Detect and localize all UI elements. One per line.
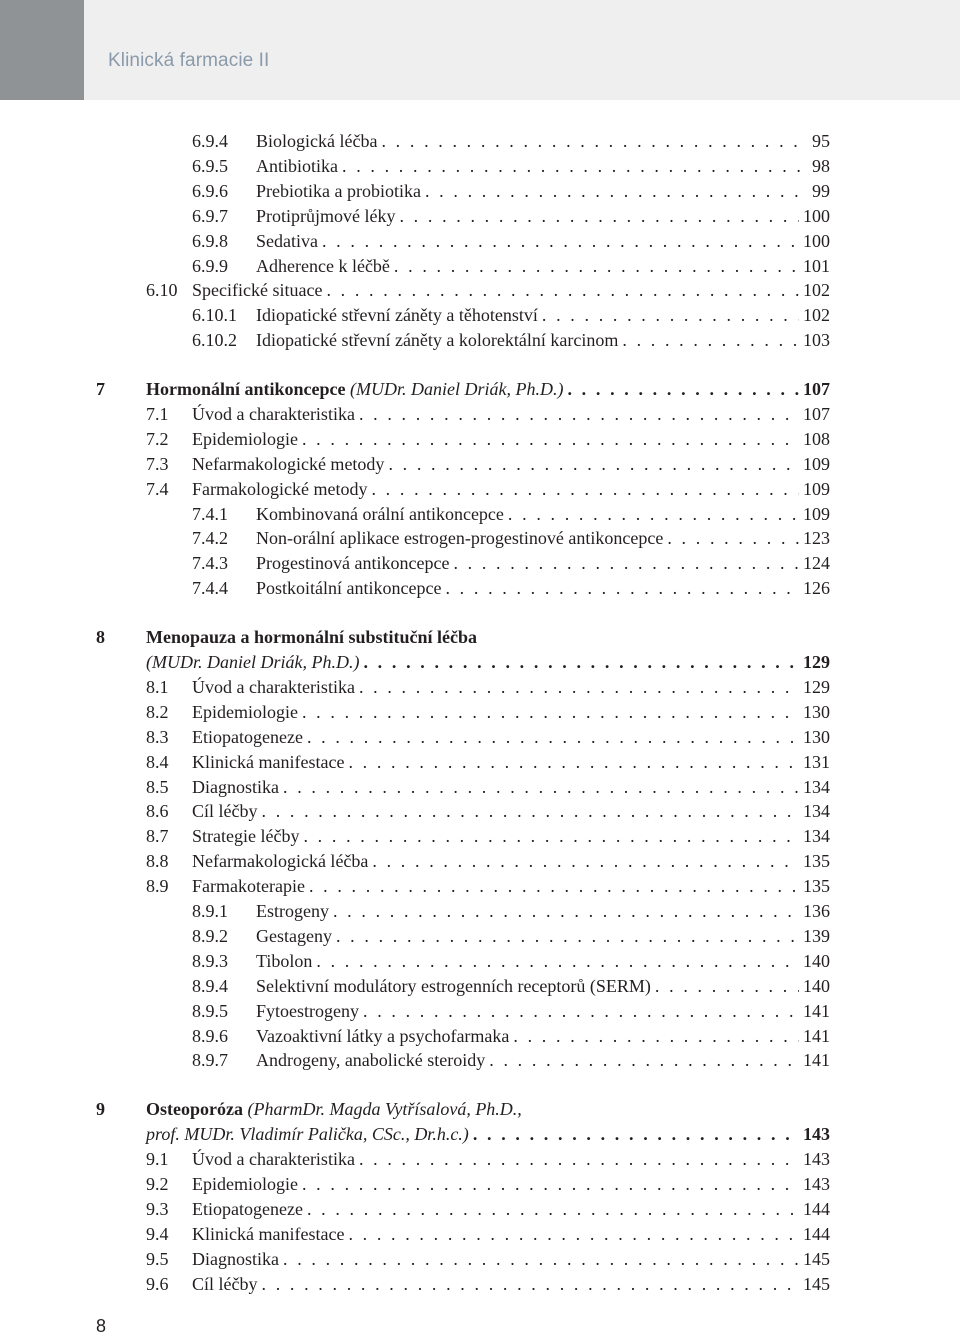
toc-title-text: Úvod a charakteristika [192,1149,355,1169]
toc-entry [146,798,830,824]
toc-page-number: 130 [803,702,830,722]
dot-leader [262,1271,800,1297]
dot-leader [302,426,799,452]
toc-title [192,724,303,750]
toc-number: 6.9.5 [192,156,228,176]
toc-chapter-row [146,649,830,675]
toc-chapter-row [96,376,830,402]
dot-leader [307,1196,799,1222]
toc-title-text: Adherence k léčbě [256,256,390,276]
toc-entry [192,575,830,601]
toc-title-text: Antibiotika [256,156,338,176]
toc-title [192,749,344,775]
toc-title [192,1271,258,1297]
toc-title-text: Epidemiologie [192,1174,298,1194]
toc-page-number: 129 [803,677,830,697]
toc-number: 8.7 [146,826,169,846]
toc-title [256,253,390,279]
toc-title [192,476,367,502]
toc-entry [146,724,830,750]
toc-entry [192,1023,830,1049]
toc-title-text: Strategie léčby [192,826,300,846]
toc-number: 8 [96,627,105,647]
dot-leader [359,401,799,427]
toc-title [146,1121,469,1147]
toc-chapter-row [96,624,830,650]
toc-page-number: 108 [803,429,830,449]
toc-page-number: 103 [803,330,830,350]
toc-title [256,327,618,353]
toc-entry [192,923,830,949]
toc-title-text: Cíl léčby [192,801,258,821]
toc-title-text: Androgeny, anabolické steroidy [256,1050,486,1070]
toc-title [192,848,368,874]
toc-entry [146,823,830,849]
toc-page-number: 136 [803,901,830,921]
toc-page-number: 139 [803,926,830,946]
dot-leader [445,575,799,601]
toc-entry [146,401,830,427]
dot-leader [508,501,799,527]
toc-page-number: 99 [812,181,830,201]
toc-page-number: 135 [803,876,830,896]
toc-title-text: Menopauza a hormonální substituční léčba [146,627,478,647]
toc-page-number: 107 [803,379,830,399]
toc-page-number: 123 [803,528,830,548]
dot-leader [326,277,799,303]
toc-entry [146,1271,830,1297]
toc-page-number: 134 [803,826,830,846]
dot-leader [567,376,799,402]
toc-title-text: Idiopatické střevní záněty a těhotenství [256,305,538,325]
toc-number: 9.6 [146,1274,169,1294]
toc-page-number: 140 [803,976,830,996]
toc-page-number: 102 [803,280,830,300]
toc-author: (MUDr. Daniel Driák, Ph.D.) [345,379,564,399]
toc-title-text: Progestinová antikoncepce [256,553,450,573]
dot-leader [348,749,799,775]
toc-title-text: Farmakoterapie [192,876,305,896]
toc-entry [146,674,830,700]
toc-title [256,1047,485,1073]
corner-block [0,0,84,100]
page-number: 8 [96,1316,107,1336]
dot-leader [348,1221,799,1247]
toc-entry [146,1146,830,1172]
toc-title [192,1171,298,1197]
dot-leader [316,948,799,974]
dot-leader [425,178,808,204]
toc-title [146,649,359,675]
toc-title-text: Idiopatické střevní záněty a kolorektální karcinom [256,330,619,350]
toc-page-number: 141 [803,1001,830,1021]
toc-author: (MUDr. Daniel Driák, Ph.D.) [146,652,360,672]
dot-leader [388,451,799,477]
toc-number: 9.3 [146,1199,169,1219]
toc-title [192,401,355,427]
toc-number: 8.9.7 [192,1050,228,1070]
toc-page-number: 140 [803,951,830,971]
toc-entry [146,873,830,899]
toc-title-text: Hormonální antikoncepce [146,379,346,399]
toc-number: 7.2 [146,429,169,449]
toc-entry [146,749,830,775]
toc-number: 7.1 [146,404,169,424]
toc-title-text: Etiopatogeneze [192,1199,303,1219]
toc-title [192,873,305,899]
dot-leader [342,153,808,179]
toc-title-text: Protiprůjmové léky [256,206,396,226]
toc-number: 8.9.2 [192,926,228,946]
toc-entry [192,178,830,204]
toc-entry [146,1221,830,1247]
toc-entry [146,1171,830,1197]
running-title: Klinická farmacie II [108,50,270,71]
toc-entry [146,848,830,874]
toc-page-number: 130 [803,727,830,747]
toc-entry [192,253,830,279]
toc-number: 6.9.9 [192,256,228,276]
toc-entry [192,327,830,353]
toc-title-text: Sedativa [256,231,318,251]
toc-number: 8.6 [146,801,169,821]
toc-number: 6.10.1 [192,305,237,325]
toc-entry [146,476,830,502]
toc-title-text: Tibolon [256,951,313,971]
toc-entry [192,550,830,576]
toc-entry [146,1196,830,1222]
toc-title-text: Vazoaktivní látky a psychofarmaka [256,1026,510,1046]
dot-leader [302,1171,799,1197]
toc-title-text: Epidemiologie [192,702,298,722]
toc-title [256,1023,509,1049]
toc-title-text: Úvod a charakteristika [192,404,355,424]
toc-number: 6.10 [146,280,178,300]
toc-number: 7.4 [146,479,169,499]
toc-entry [146,451,830,477]
toc-title [192,674,355,700]
dot-leader [309,873,799,899]
toc-page-number: 129 [803,652,830,672]
toc-number: 7 [96,379,105,399]
toc-entry [192,228,830,254]
toc-entry [192,501,830,527]
toc-title-text: Nefarmakologické metody [192,454,385,474]
toc-title [256,575,441,601]
toc-number: 8.1 [146,677,169,697]
toc-title-text: Nefarmakologická léčba [192,851,369,871]
toc-title-text: Postkoitální antikoncepce [256,578,442,598]
toc-entry [192,973,830,999]
toc-number: 8.9.5 [192,1001,228,1021]
toc-number: 7.4.3 [192,553,228,573]
toc-title-text: Fytoestrogeny [256,1001,359,1021]
toc-title [192,798,258,824]
dot-leader [336,923,799,949]
toc-title [146,376,563,402]
toc-entry [146,426,830,452]
toc-entry [192,898,830,924]
toc-page-number: 135 [803,851,830,871]
dot-leader [322,228,799,254]
toc-number: 9 [96,1099,105,1119]
toc-title-text: Klinická manifestace [192,752,345,772]
toc-title [256,898,329,924]
toc-entry [146,774,830,800]
toc-title [192,699,298,725]
toc-title-text: Non-orální aplikace estrogen-progestinové antikoncepce [256,528,664,548]
toc-number: 6.9.6 [192,181,228,201]
toc-title [146,624,477,650]
toc-title [146,1096,522,1122]
toc-title-text: Úvod a charakteristika [192,677,355,697]
dot-leader [303,823,799,849]
toc-page-number: 101 [803,256,830,276]
toc-title-text: Selektivní modulátory estrogenních receptorů (SERM) [256,976,651,996]
dot-leader [302,699,799,725]
toc-title [192,1221,344,1247]
toc-number: 6.9.8 [192,231,228,251]
toc-entry [192,203,830,229]
toc-title-text: Cíl léčby [192,1274,258,1294]
dot-leader [333,898,799,924]
toc-title [256,178,421,204]
toc-author: prof. MUDr. Vladimír Palička, CSc., Dr.h.c.) [146,1124,469,1144]
dot-leader [622,327,799,353]
toc-title [256,501,504,527]
toc-number: 7.3 [146,454,169,474]
toc-entry [192,948,830,974]
dot-leader [453,550,799,576]
dot-leader [307,724,799,750]
toc-number: 8.9.6 [192,1026,228,1046]
toc-number: 8.5 [146,777,169,797]
toc-title-text: Specifické situace [192,280,323,300]
toc-title-text: Prebiotika a probiotika [256,181,421,201]
toc-title [256,550,449,576]
toc-entry [192,153,830,179]
toc-page-number: 100 [803,206,830,226]
toc-entry [192,1047,830,1073]
dot-leader [399,203,799,229]
toc-number: 8.9.1 [192,901,228,921]
toc-page-number: 144 [803,1224,830,1244]
toc-number: 8.8 [146,851,169,871]
dot-leader [381,128,808,154]
toc-entry [192,128,830,154]
toc-title [256,153,338,179]
toc-number: 6.10.2 [192,330,237,350]
dot-leader [283,1246,799,1272]
toc-number: 8.9.4 [192,976,228,996]
toc-number: 8.2 [146,702,169,722]
dot-leader [394,253,799,279]
toc-page-number: 95 [812,131,830,151]
toc-title [256,302,538,328]
toc-page-number: 143 [803,1174,830,1194]
toc-entry [192,525,830,551]
toc-page-number: 145 [803,1274,830,1294]
toc-number: 8.9 [146,876,169,896]
toc-entry [146,699,830,725]
toc-number: 8.9.3 [192,951,228,971]
toc-page-number: 141 [803,1026,830,1046]
toc-page-number: 109 [803,479,830,499]
toc-title-text: Gestageny [256,926,332,946]
toc-page-number: 126 [803,578,830,598]
toc-page-number: 100 [803,231,830,251]
toc-page-number: 102 [803,305,830,325]
toc-page-number: 109 [803,454,830,474]
toc-chapter-row [146,1121,830,1147]
toc-title [256,998,359,1024]
toc-number: 7.4.2 [192,528,228,548]
toc-title-text: Klinická manifestace [192,1224,345,1244]
toc-title-text: Diagnostika [192,777,279,797]
toc-page-number: 143 [803,1124,830,1144]
toc-number: 9.5 [146,1249,169,1269]
dot-leader [667,525,799,551]
toc-page-number: 98 [812,156,830,176]
dot-leader [359,674,799,700]
toc-title [192,1246,279,1272]
toc-title [192,451,384,477]
dot-leader [655,973,799,999]
toc-title-text: Biologická léčba [256,131,378,151]
toc-page-number: 134 [803,801,830,821]
toc-page-number: 145 [803,1249,830,1269]
toc-number: 9.1 [146,1149,169,1169]
toc-title-text: Epidemiologie [192,429,298,449]
toc-title [256,923,332,949]
toc-author: (PharmDr. Magda Vytřísalová, Ph.D., [242,1099,522,1119]
toc-title [256,203,395,229]
toc-entry [146,277,830,303]
dot-leader [363,649,799,675]
toc-entry [192,998,830,1024]
toc-page-number: 134 [803,777,830,797]
toc-title [256,228,318,254]
toc-title [256,128,377,154]
dot-leader [371,476,799,502]
dot-leader [359,1146,799,1172]
toc-number: 8.4 [146,752,169,772]
toc-chapter-row [96,1096,830,1122]
toc-title [256,973,651,999]
toc-number: 7.4.4 [192,578,228,598]
toc-title [256,948,312,974]
toc-number: 7.4.1 [192,504,228,524]
dot-leader [262,798,800,824]
dot-leader [473,1121,799,1147]
toc-title [192,823,299,849]
toc-page-number: 107 [803,404,830,424]
toc-title [192,774,279,800]
toc-title-text: Farmakologické metody [192,479,368,499]
dot-leader [372,848,799,874]
toc-title [192,426,298,452]
toc-title-text: Etiopatogeneze [192,727,303,747]
toc-entry [146,1246,830,1272]
toc-page-number: 131 [803,752,830,772]
toc-page-number: 144 [803,1199,830,1219]
toc-number: 9.2 [146,1174,169,1194]
toc-number: 6.9.7 [192,206,228,226]
toc-title-text: Estrogeny [256,901,329,921]
dot-leader [283,774,799,800]
toc-number: 9.4 [146,1224,169,1244]
dot-leader [363,998,799,1024]
dot-leader [542,302,799,328]
toc-page-number: 109 [803,504,830,524]
toc-title-text: Osteoporóza [146,1099,243,1119]
toc-title-text: Diagnostika [192,1249,279,1269]
toc-title [256,525,663,551]
toc-entry [192,302,830,328]
toc-title [192,1146,355,1172]
toc-number: 8.3 [146,727,169,747]
toc-title [192,277,322,303]
toc-number: 6.9.4 [192,131,228,151]
toc-page-number: 141 [803,1050,830,1070]
toc-title [192,1196,303,1222]
dot-leader [513,1023,799,1049]
toc-title-text: Kombinovaná orální antikoncepce [256,504,504,524]
toc-page-number: 124 [803,553,830,573]
toc-page-number: 143 [803,1149,830,1169]
dot-leader [489,1047,799,1073]
